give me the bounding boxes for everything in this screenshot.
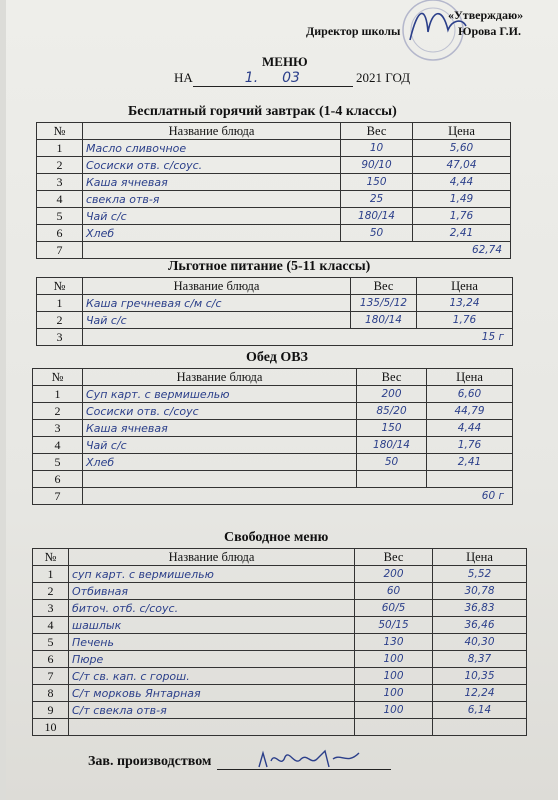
subsidized-table xyxy=(36,277,513,346)
col-weight: Вес xyxy=(355,549,433,566)
row-price: 1,49 xyxy=(413,191,511,208)
table-row xyxy=(37,174,511,191)
date-year: 2021 ГОД xyxy=(356,70,411,85)
row-weight: 180/14 xyxy=(357,437,427,454)
table-row xyxy=(33,719,527,736)
date-line xyxy=(174,70,410,87)
table-row xyxy=(33,600,527,617)
row-dish: Сосиски отв. с/соус xyxy=(83,403,357,420)
table-header-row xyxy=(33,369,513,386)
table-header-row xyxy=(33,549,527,566)
row-weight: 50/15 xyxy=(355,617,433,634)
row-dish: Каша ячневая xyxy=(83,174,341,191)
row-price: 13,24 xyxy=(417,295,513,312)
row-price: 10,35 xyxy=(433,668,527,685)
row-dish: шашлык xyxy=(69,617,355,634)
table-row xyxy=(33,651,527,668)
row-price xyxy=(433,719,527,736)
row-dish: Чай с/с xyxy=(83,208,341,225)
row-num: 1 xyxy=(33,566,69,583)
table-row xyxy=(33,617,527,634)
footer-label: Зав. производством xyxy=(88,754,212,769)
row-price: 30,78 xyxy=(433,583,527,600)
row-num: 5 xyxy=(33,454,83,471)
col-weight: Вес xyxy=(357,369,427,386)
col-price: Цена xyxy=(413,123,511,140)
row-weight: 180/14 xyxy=(351,312,417,329)
row-weight: 85/20 xyxy=(357,403,427,420)
row-dish: суп карт. с вермишелью xyxy=(69,566,355,583)
row-price: 1,76 xyxy=(417,312,513,329)
table-total-row xyxy=(37,329,513,346)
row-dish: С/т св. кап. с горош. xyxy=(69,668,355,685)
ovz-lunch-table xyxy=(32,368,513,505)
row-weight: 25 xyxy=(341,191,413,208)
row-dish: С/т свекла отв-я xyxy=(69,702,355,719)
row-num: 2 xyxy=(33,403,83,420)
row-dish: Хлеб xyxy=(83,225,341,242)
col-dish: Название блюда xyxy=(69,549,355,566)
row-num: 2 xyxy=(37,312,83,329)
row-num: 7 xyxy=(33,488,83,505)
table-row xyxy=(33,702,527,719)
row-weight: 180/14 xyxy=(341,208,413,225)
row-weight: 10 xyxy=(341,140,413,157)
table-row xyxy=(37,295,513,312)
free-breakfast-table xyxy=(36,122,511,259)
table-row xyxy=(33,634,527,651)
date-prefix: НА xyxy=(174,70,193,85)
table-row xyxy=(33,403,513,420)
table-row xyxy=(37,208,511,225)
table-row xyxy=(33,454,513,471)
row-weight: 100 xyxy=(355,702,433,719)
row-weight: 100 xyxy=(355,651,433,668)
row-num: 9 xyxy=(33,702,69,719)
row-num: 4 xyxy=(37,191,83,208)
row-num: 7 xyxy=(37,242,83,259)
col-dish: Название блюда xyxy=(83,369,357,386)
row-total: 60 г xyxy=(83,488,513,505)
section-title-free-menu: Свободное меню xyxy=(224,530,329,545)
row-dish: биточ. отб. с/соус. xyxy=(69,600,355,617)
date-day: 1. xyxy=(244,70,259,86)
col-price: Цена xyxy=(427,369,513,386)
row-weight: 100 xyxy=(355,668,433,685)
row-num: 2 xyxy=(33,583,69,600)
col-weight: Вес xyxy=(351,278,417,295)
row-num: 7 xyxy=(33,668,69,685)
row-price: 4,44 xyxy=(427,420,513,437)
row-dish: Чай с/с xyxy=(83,437,357,454)
row-weight: 200 xyxy=(357,386,427,403)
table-row xyxy=(33,420,513,437)
row-price: 5,60 xyxy=(413,140,511,157)
row-dish: Хлеб xyxy=(83,454,357,471)
date-month: 03 xyxy=(282,70,300,86)
row-dish xyxy=(69,719,355,736)
table-row xyxy=(33,583,527,600)
row-price: 2,41 xyxy=(413,225,511,242)
row-price: 1,76 xyxy=(427,437,513,454)
row-price: 2,41 xyxy=(427,454,513,471)
row-dish: Отбивная xyxy=(69,583,355,600)
director-label: Директор школы xyxy=(306,24,401,38)
row-num: 6 xyxy=(37,225,83,242)
table-row xyxy=(37,157,511,174)
signature-scribble xyxy=(255,747,365,773)
row-dish: С/т морковь Янтарная xyxy=(69,685,355,702)
row-weight: 200 xyxy=(355,566,433,583)
row-num: 8 xyxy=(33,685,69,702)
section-title-free-breakfast: Бесплатный горячий завтрак (1-4 классы) xyxy=(128,104,397,119)
row-num: 1 xyxy=(37,295,83,312)
row-price: 36,46 xyxy=(433,617,527,634)
director-name: Юрова Г.И. xyxy=(458,24,521,38)
col-price: Цена xyxy=(417,278,513,295)
table-row xyxy=(33,685,527,702)
table-total-row xyxy=(33,488,513,505)
col-dish: Название блюда xyxy=(83,278,351,295)
production-manager-signature-line xyxy=(88,754,391,770)
signature-line xyxy=(217,755,391,770)
row-num: 10 xyxy=(33,719,69,736)
col-num: № xyxy=(37,278,83,295)
row-price: 5,52 xyxy=(433,566,527,583)
row-num: 5 xyxy=(33,634,69,651)
row-price xyxy=(427,471,513,488)
row-weight: 130 xyxy=(355,634,433,651)
table-row xyxy=(33,566,527,583)
row-price: 40,30 xyxy=(433,634,527,651)
table-row xyxy=(33,668,527,685)
table-row xyxy=(37,225,511,242)
col-weight: Вес xyxy=(341,123,413,140)
row-price: 6,60 xyxy=(427,386,513,403)
row-dish: Чай с/с xyxy=(83,312,351,329)
row-num: 6 xyxy=(33,471,83,488)
row-num: 3 xyxy=(33,600,69,617)
row-num: 4 xyxy=(33,437,83,454)
row-price: 1,76 xyxy=(413,208,511,225)
row-price: 12,24 xyxy=(433,685,527,702)
col-price: Цена xyxy=(433,549,527,566)
row-num: 1 xyxy=(33,386,83,403)
section-title-subsidized: Льготное питание (5-11 классы) xyxy=(168,259,371,274)
col-dish: Название блюда xyxy=(83,123,341,140)
row-dish: Пюре xyxy=(69,651,355,668)
row-num: 1 xyxy=(37,140,83,157)
row-dish: Сосиски отв. с/соус. xyxy=(83,157,341,174)
row-price: 36,83 xyxy=(433,600,527,617)
row-weight xyxy=(357,471,427,488)
table-row xyxy=(33,437,513,454)
table-row xyxy=(37,140,511,157)
row-total: 15 г xyxy=(83,329,513,346)
row-weight: 90/10 xyxy=(341,157,413,174)
col-num: № xyxy=(33,369,83,386)
row-num: 2 xyxy=(37,157,83,174)
row-num: 6 xyxy=(33,651,69,668)
row-num: 3 xyxy=(37,329,83,346)
table-row xyxy=(33,471,513,488)
row-weight: 100 xyxy=(355,685,433,702)
row-weight: 50 xyxy=(341,225,413,242)
table-row xyxy=(37,312,513,329)
row-num: 5 xyxy=(37,208,83,225)
row-price: 47,04 xyxy=(413,157,511,174)
row-dish: Каша ячневая xyxy=(83,420,357,437)
table-header-row xyxy=(37,123,511,140)
row-dish: Каша гречневая с/м с/с xyxy=(83,295,351,312)
free-menu-table xyxy=(32,548,527,736)
row-weight: 60/5 xyxy=(355,600,433,617)
col-num: № xyxy=(33,549,69,566)
row-num: 3 xyxy=(33,420,83,437)
row-num: 3 xyxy=(37,174,83,191)
row-num: 4 xyxy=(33,617,69,634)
date-blank xyxy=(193,70,353,87)
table-total-row xyxy=(37,242,511,259)
table-row xyxy=(37,191,511,208)
table-row xyxy=(33,386,513,403)
row-weight xyxy=(355,719,433,736)
section-title-ovz-lunch: Обед ОВЗ xyxy=(246,350,308,365)
row-weight: 50 xyxy=(357,454,427,471)
approval-heading: «Утверждаю» xyxy=(448,8,524,22)
row-dish: свекла отв-я xyxy=(83,191,341,208)
row-dish: Масло сливочное xyxy=(83,140,341,157)
row-price: 4,44 xyxy=(413,174,511,191)
row-dish: Печень xyxy=(69,634,355,651)
row-weight: 150 xyxy=(341,174,413,191)
row-price: 8,37 xyxy=(433,651,527,668)
row-price: 44,79 xyxy=(427,403,513,420)
row-weight: 135/5/12 xyxy=(351,295,417,312)
row-weight: 150 xyxy=(357,420,427,437)
row-price: 6,14 xyxy=(433,702,527,719)
row-total: 62,74 xyxy=(83,242,511,259)
row-weight: 60 xyxy=(355,583,433,600)
row-dish xyxy=(83,471,357,488)
row-dish: Суп карт. с вермишелью xyxy=(83,386,357,403)
page-title: МЕНЮ xyxy=(262,54,308,69)
col-num: № xyxy=(37,123,83,140)
table-header-row xyxy=(37,278,513,295)
